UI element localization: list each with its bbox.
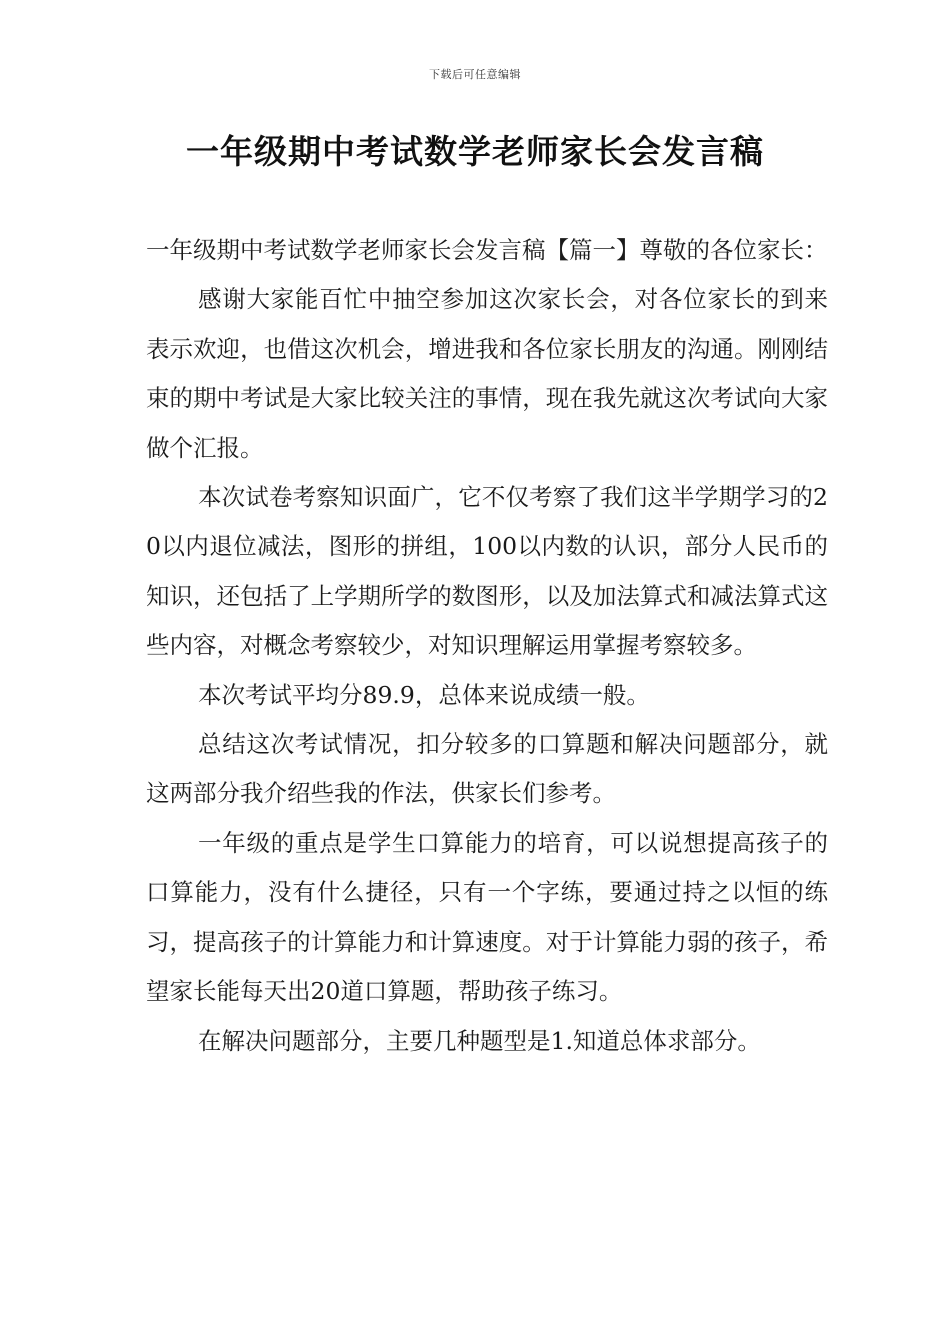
document-title: 一年级期中考试数学老师家长会发言稿 [186, 132, 764, 171]
paragraph-3: 本次考试平均分89.9，总体来说成绩一般。 [198, 680, 650, 709]
paragraph-1: 感谢大家能百忙中抽空参加这次家长会，对各位家长的到来表示欢迎，也借这次机会，增进我和各位家长朋友的沟通。刚刚结束的期中考试是大家比较关注的事情，现在我先就这次考试向大家做个汇报。 [146, 285, 828, 462]
paragraph-5: 一年级的重点是学生口算能力的培育，可以说想提高孩子的口算能力，没有什么捷径，只有一个字练，要通过持之以恒的练习，提高孩子的计算能力和计算速度。对于计算能力弱的孩子，希望家长能每天出20道口算题，帮助孩子练习。 [146, 828, 828, 1006]
section-heading: 一年级期中考试数学老师家长会发言稿【篇一】 [146, 236, 640, 264]
greeting: 尊敬的各位家长： [639, 236, 828, 264]
header-note: 下载后可任意编辑 [429, 68, 521, 81]
section-heading-line [146, 226, 828, 275]
paragraph-2: 本次试卷考察知识面广，它不仅考察了我们这半学期学习的20以内退位减法，图形的拼组，100以内数的认识，部分人民币的知识，还包括了上学期所学的数图形，以及加法算式和减法算式这些内容，对概念考察较少，对知识理解运用掌握考察较多。 [146, 483, 828, 660]
paragraph-6: 在解决问题部分，主要几种题型是1.知道总体求部分。 [198, 1026, 761, 1055]
document-body [146, 226, 828, 1066]
paragraph-4: 总结这次考试情况，扣分较多的口算题和解决问题部分，就这两部分我介绍些我的作法，供家长们参考。 [146, 730, 828, 808]
